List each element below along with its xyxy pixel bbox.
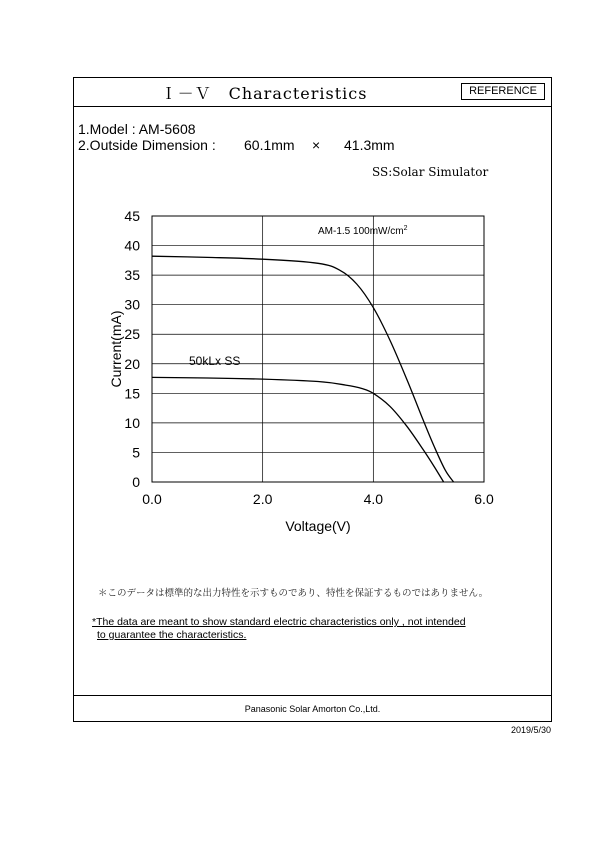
y-tick-label: 0 (132, 474, 140, 490)
series-label-50klx (189, 354, 240, 368)
disclaimer-line-2: to guarantee the characteristics. (97, 629, 247, 641)
y-axis-label: Current(mA) (108, 310, 124, 388)
footer-company: Panasonic Solar Amorton Co.,Ltd. (74, 695, 551, 722)
y-tick-label: 25 (124, 326, 140, 343)
y-tick-label: 45 (124, 208, 140, 224)
series-label-am15-text: AM-1.5 100mW/cm (318, 226, 404, 237)
dimension-height: 41.3mm (344, 137, 395, 153)
reference-badge: REFERENCE (461, 83, 545, 100)
dimension-times: × (312, 137, 321, 153)
y-tick-label: 10 (124, 414, 140, 431)
page-title: Ｉ－Ｖ Characteristics (160, 84, 368, 103)
series-am15-line (152, 256, 454, 482)
grid (152, 216, 484, 482)
document-date: 2019/5/30 (510, 725, 551, 735)
plot-area (152, 216, 484, 482)
x-axis-label: Voltage(V) (285, 518, 351, 534)
y-tick-label: 30 (124, 296, 140, 313)
series (152, 256, 454, 482)
y-tick-label: 5 (132, 444, 140, 461)
x-tick-label: 4.0 (363, 491, 384, 507)
series-label-50klx-text: 50kLx SS (189, 354, 241, 368)
tick-labels (124, 208, 494, 507)
y-tick-label: 35 (124, 267, 140, 284)
simulator-note: SS:Solar Simulator (372, 165, 489, 179)
y-tick-label: 15 (124, 385, 140, 402)
superscript-two: 2 (403, 225, 408, 232)
dimension-label: 2.Outside Dimension : (78, 137, 216, 153)
x-tick-label: 6.0 (474, 491, 494, 507)
x-tick-label: 0.0 (142, 491, 162, 507)
english-disclaimer (92, 616, 466, 642)
dimension-width: 60.1mm (244, 137, 295, 153)
y-tick-label: 20 (124, 355, 140, 372)
x-tick-label: 2.0 (252, 491, 273, 507)
series-label-am15 (318, 225, 408, 237)
model-line: 1.Model : AM-5608 (78, 121, 196, 137)
japanese-disclaimer: ＊このデータは標準的な出力特性を示すものであり、特性を保証するものではありません。 (98, 588, 489, 599)
y-tick-label: 40 (124, 237, 140, 254)
disclaimer-line-1: *The data are meant to show standard electric characteristics only , not intended (92, 616, 466, 628)
